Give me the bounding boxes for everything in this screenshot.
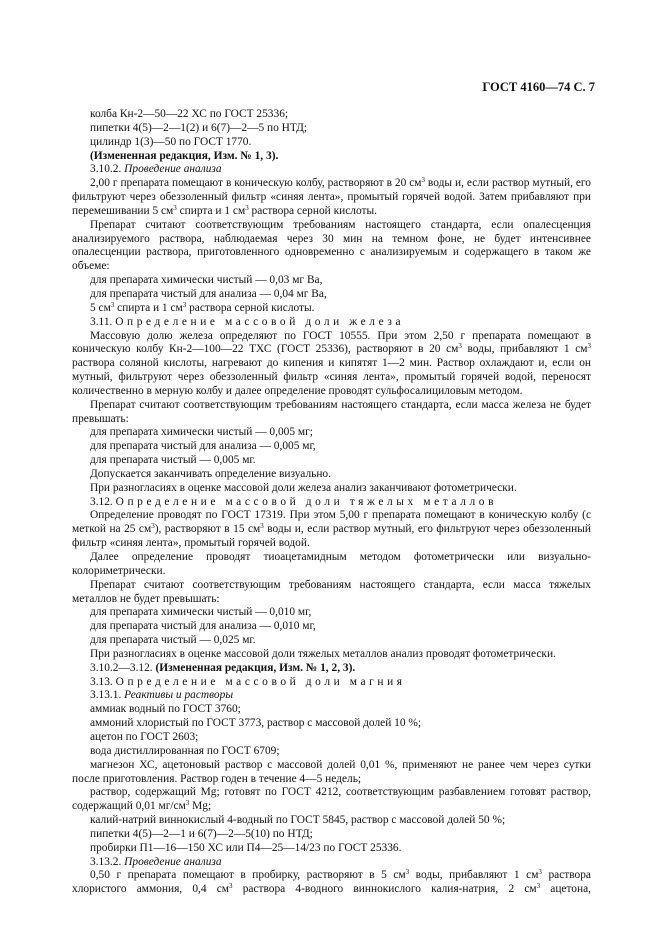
paragraph: 0,50 г препарата помещают в пробирку, растворяют в 5 $см^3$ воды, прибавляют 1 $см^3$ раствора хлористого аммония, 0,4 $см^3$ раствора 4-водного виннокислого калия-натрия, 2 $см^3$ ацетона, <box>72 868 592 896</box>
subsection-heading: 3.13.1. Реактивы и растворы <box>90 689 234 702</box>
text-line: цилиндр 1(3)—50 по ГОСТ 1770. <box>90 135 252 148</box>
text-line: пипетки 4(5)—2—1 и 6(7)—2—5(10) по НТД; <box>90 827 313 840</box>
text-line: калий-натрий виннокислый 4-водный по ГОСТ 5845, раствор с массовой долей 50 %; <box>90 814 506 827</box>
text-line: для препарата чистый — 0,005 мг. <box>90 454 256 467</box>
text-line: для препарата чистый для анализа — 0,04 мг Ва, <box>90 287 327 300</box>
text-line: для препарата химически чистый — 0,03 мг Ва, <box>90 274 323 287</box>
paragraph: Массовую долю железа определяют по ГОСТ 10555. При этом 2,50 г препарата помещают в коническую колбу Кн-2—100—22 ТХС (ГОСТ 25336), растворяют в 20 $см^3$ воды, прибавляют 1 $см^3$ раствора соляной кислоты, нагревают до кипения и кипятят 1—2 мин. Раствор охлаждают и, если он мутный, фильтруют через обеззоленный фильтр «синяя лента», промытый горячей водой, переносят количественно в мерную колбу и далее определение проводят сульфосалициловым методом. <box>72 329 592 397</box>
paragraph: Препарат считают соответствующим требованиям настоящего стандарта, если масса тяжелых металлов не будет превышать: <box>72 578 591 605</box>
section-heading: 3.12. Определение массовой доли тяжелых металлов <box>90 495 498 508</box>
paragraph: Определение проводят по ГОСТ 17319. При этом 5,00 г препарата помещают в коническую колбу (с меткой на 25 $см^3$), растворяют в 15 $см^3$ воды и, если раствор мутный, его фильтруют через обеззоленный фильтр «синяя лента», промытый горячей водой. <box>72 509 591 550</box>
revision-note: 3.10.2—3.12. (Измененная редакция, Изм. № 1, 2, 3). <box>90 661 356 674</box>
text-line: для препарата чистый для анализа — 0,010 мг, <box>90 620 316 633</box>
paragraph: Препарат считают соответствующим требованиям настоящего стандарта, если опалесценция анализируемого раствора, наблюдаемая через 30 мин на темном фоне, не будет интенсивнее опалесценции раствора, приготовленного одновременно с анализируемым и содержащего в таком же объеме: <box>72 218 591 273</box>
text-line: для препарата чистый — 0,025 мг. <box>90 634 256 647</box>
text-line: аммоний хлористый по ГОСТ 3773, раствор с массовой долей 10 %; <box>90 717 422 730</box>
text-line: При разногласиях в оценке массовой доли железа анализ заканчивают фотометрически. <box>90 481 517 494</box>
paragraph: раствор, содержащий Mg; готовят по ГОСТ 4212, соответствующим разбавлением готовят раствор, содержащий 0,01 $мг/см^3$ Mg; <box>72 786 591 813</box>
text-line: вода дистиллированная по ГОСТ 6709; <box>90 744 280 757</box>
text-line: для препарата химически чистый — 0,005 мг; <box>90 426 313 439</box>
text-line: пипетки 4(5)—2—1(2) и 6(7)—2—5 по НТД; <box>90 121 308 134</box>
section-heading: 3.11. Определение массовой доли железа <box>90 315 405 328</box>
subsection-heading: 3.10.2. Проведение анализа <box>90 163 222 176</box>
paragraph: магнезон ХС, ацетоновый раствор с массовой долей 0,01 %, применяют не ранее чем через сутки после приготовления. Раствор годен в течение 4—5 недель; <box>72 758 591 785</box>
text-line: для препарата химически чистый — 0,010 мг, <box>90 606 312 619</box>
section-heading: 3.13. Определение массовой доли магния <box>90 675 406 688</box>
page-header: ГОСТ 4160—74 С. 7 <box>482 80 595 94</box>
revision-note: (Измененная редакция, Изм. № 1, 3). <box>90 149 279 162</box>
text-line: для препарата чистый для анализа — 0,005 мг, <box>90 440 316 453</box>
paragraph: Далее определение проводят тиоацетамидным методом фотометрически или визуально-колориметрически. <box>72 551 591 577</box>
text-line: пробирки П1—16—150 ХС или П4—25—14/23 по ГОСТ 25336. <box>90 841 402 854</box>
page-content <box>72 108 591 897</box>
subsection-heading: 3.13.2. Проведение анализа <box>90 855 222 868</box>
text-line: колба Кн-2—50—22 ХС по ГОСТ 25336; <box>90 108 289 120</box>
text-line: Допускается заканчивать определение визуально. <box>90 467 331 480</box>
text-line: ацетон по ГОСТ 2603; <box>90 730 199 743</box>
text-line: аммиак водный по ГОСТ 3760; <box>90 703 241 716</box>
paragraph: Препарат считают соответствующим требованиям настоящего стандарта, если масса железа не будет превышать: <box>72 398 591 425</box>
text-line: При разногласиях в оценке массовой доли тяжелых металлов анализ проводят фотометрически. <box>90 647 556 660</box>
paragraph: 2,00 г препарата помещают в коническую колбу, растворяют в 20 $см^3$ воды и, если раствор мутный, его фильтруют через обеззоленный фильтр «синяя лента», промытый горячей водой. Затем прибавляют при перемешивании 5 $см^3$ спирта и 1 $см^3$ раствора серной кислоты. <box>72 176 592 217</box>
text-line: 5 $см^3$ спирта и 1 $см^3$ раствора серной кислоты. <box>90 300 315 314</box>
